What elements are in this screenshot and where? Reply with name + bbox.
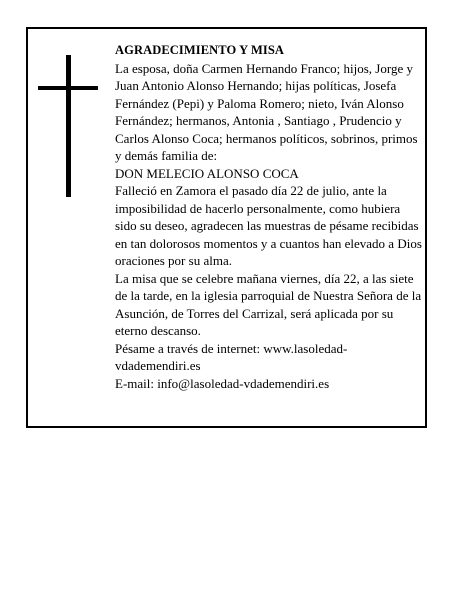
thanks-paragraph: Falleció en Zamora el pasado día 22 de julio, ante la imposibilidad de hacerlo personalmente, como hubiera sido su deseo, agradecen las muestras de pésame recibidas en tan dolorosos momentos y a cuantos han elevado a Dios oraciones por su alma.: [115, 183, 422, 268]
deceased-name: DON MELECIO ALONSO COCA: [115, 165, 299, 181]
cross-vertical-bar: [66, 55, 71, 197]
family-paragraph: La esposa, doña Carmen Hernando Franco; hijos, Jorge y Juan Antonio Alonso Hernando; hijas políticas, Josefa Fernández (Pepi) y Paloma Romero; nieto, Iván Alonso Fernández; hermanos, Antonia , Santiago , Prudencio y Carlos Alonso Coca; hermanos políticos, sobrinos, primos y demás familia de:: [115, 60, 418, 163]
email-line: E-mail: info@lasoledad-vdademendiri.es: [115, 375, 330, 391]
cross-horizontal-bar: [38, 86, 98, 90]
mass-paragraph: La misa que se celebre mañana viernes, día 22, a las siete de la tarde, en la iglesia parroquial de Nuestra Señora de la Asunción, de Torres del Carrizal, será aplicada por su eterno descanso.: [115, 270, 422, 338]
condolence-line: Pésame a través de internet: www.lasoledad-vdademendiri.es: [115, 340, 348, 373]
notice-title: AGRADECIMIENTO Y MISA: [115, 43, 285, 57]
obituary-notice: [26, 27, 427, 428]
notice-text: [115, 42, 425, 392]
